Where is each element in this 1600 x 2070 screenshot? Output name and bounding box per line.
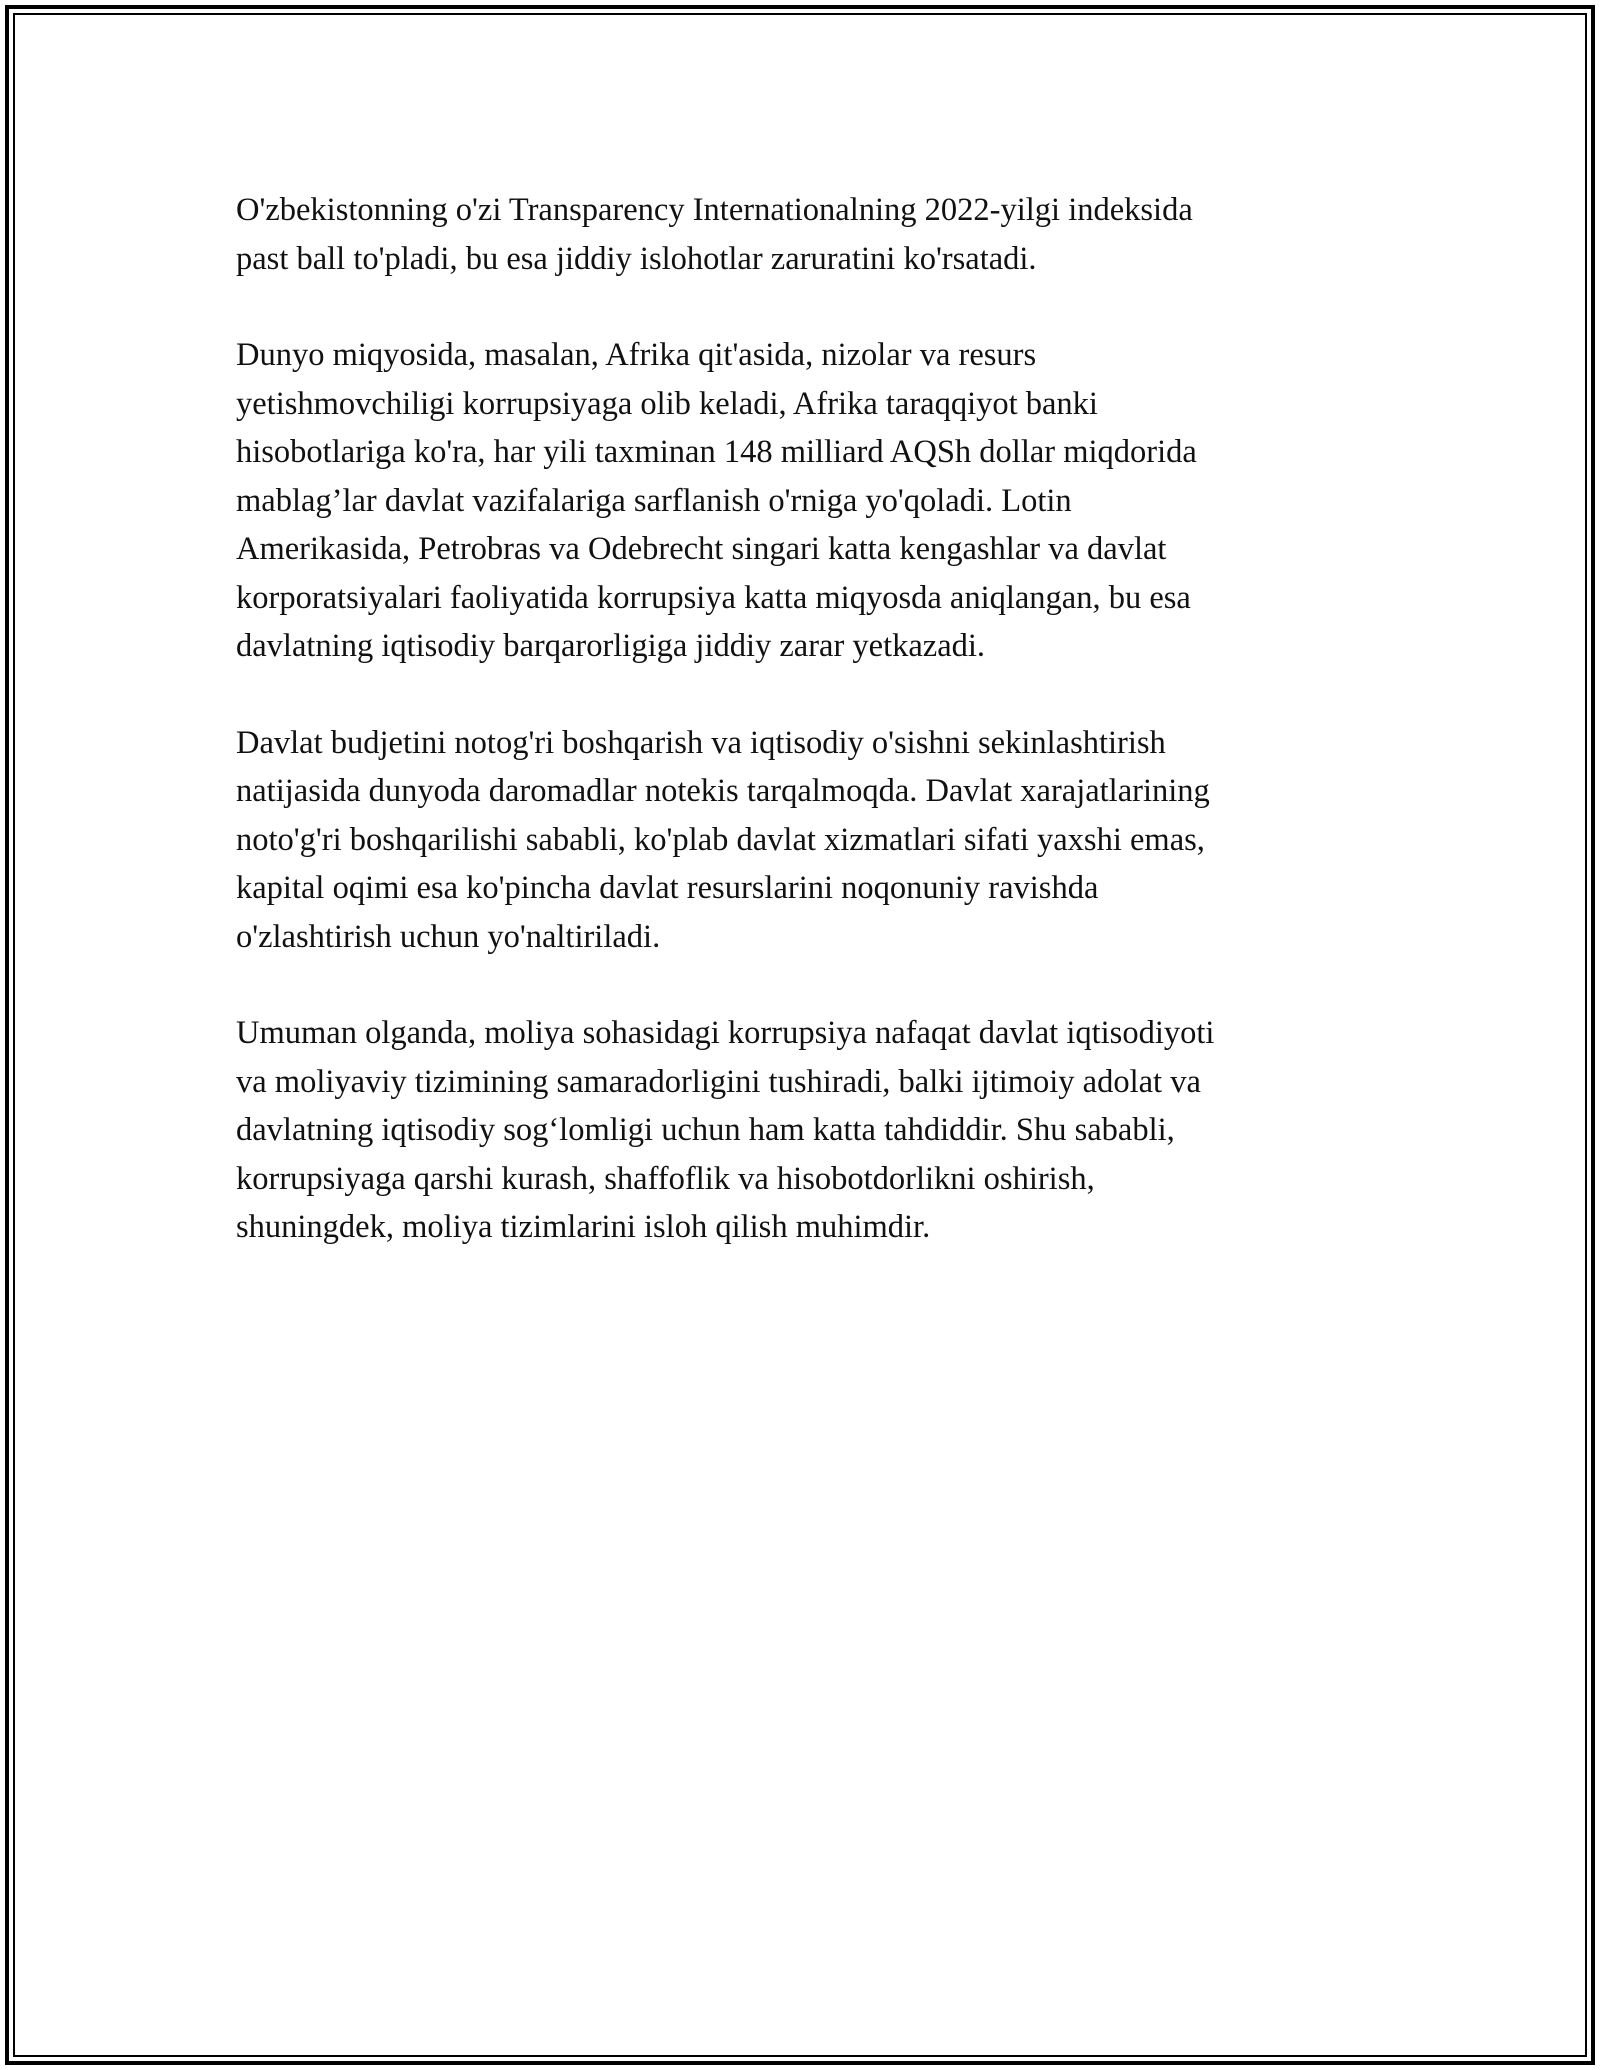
paragraph-2: Dunyo miqyosida, masalan, Afrika qit'asida, nizolar va resurs yetishmovchiligi korrupsiyaga olib keladi, Afrika taraqqiyot banki hisobotlariga ko'ra, har yili taxminan 148 milliard AQSh dollar miqdorida mablag’lar davlat vazifalariga sarflanish o'rniga yo'qoladi. Lotin Amerikasida, Petrobras va Odebrecht singari katta kengashlar va davlat korporatsiyalari faoliyatida korrupsiya katta miqyosda aniqlangan, bu esa davlatning iqtisodiy barqarorligiga jiddiy zarar yetkazadi.	[236, 337, 1197, 664]
paragraph-1: O'zbekistonning o'zi Transparency Internationalning 2022-yilgi indeksida past ball to'pladi, bu esa jiddiy islohotlar zaruratini ko'rsatadi.	[236, 192, 1193, 277]
paragraph-4: Umuman olganda, moliya sohasidagi korrupsiya nafaqat davlat iqtisodiyoti va moliyaviy tizimining samaradorligini tushiradi, balki ijtimoiy adolat va davlatning iqtisodiy sog‘lomligi uchun ham katta tahdiddir. Shu sababli, korrupsiyaga qarshi kurash, shaffoflik va hisobotdorlikni oshirish, shuningdek, moliya tizimlarini isloh qilish muhimdir.	[236, 1015, 1215, 1245]
document-body	[236, 186, 1356, 1300]
paragraph-3: Davlat budjetini notog'ri boshqarish va iqtisodiy o'sishni sekinlashtirish natijasida dunyoda daromadlar notekis tarqalmoqda. Davlat xarajatlarining noto'g'ri boshqarilishi sababli, ko'plab davlat xizmatlari sifati yaxshi emas, kapital oqimi esa ko'pincha davlat resurslarini noqonuniy ravishda o'zlashtirish uchun yo'naltiriladi.	[236, 724, 1210, 955]
